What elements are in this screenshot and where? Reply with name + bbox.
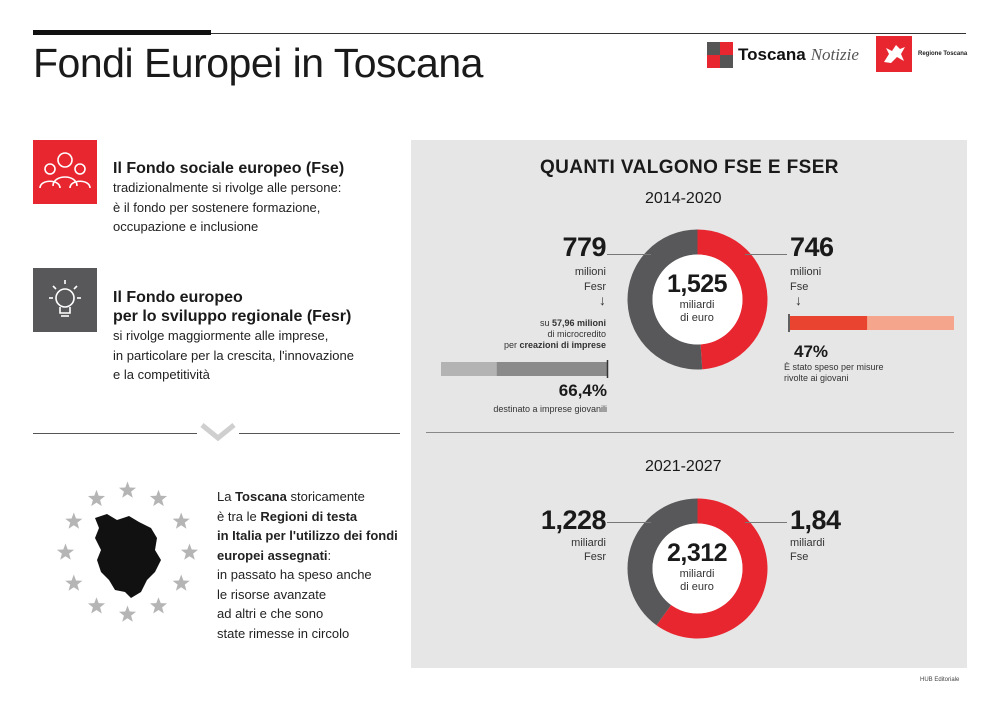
imprese-giovanili-label: destinato a imprese giovanili (493, 404, 607, 414)
fesr-line: e la competitività (113, 367, 210, 382)
header-accent-bar (33, 30, 211, 35)
misure-giovani-label: È stato speso per misure rivolte ai giovani (784, 362, 884, 383)
eu-stars-icon (55, 480, 200, 625)
microcredit-note: su 57,96 milioni di microcredito per creazioni di imprese (503, 318, 606, 350)
fse-label: Fse (790, 281, 809, 293)
tuscany-description: La Toscana storicamente è tra le Regioni di testa in Italia per l'utilizzo dei fondi europei assegnati: in passato ha speso anche le risorse avanzate ad altri e che sono state rimesse in circolo (217, 489, 398, 641)
people-icon (33, 140, 97, 204)
fse-label-2021: Fse (790, 551, 809, 563)
period-2014-2020: 2014-2020 (645, 190, 722, 207)
star-icon (65, 575, 82, 591)
donut2-center (647, 539, 747, 594)
fesr-description (113, 288, 354, 385)
connector-line (745, 254, 787, 255)
arrow-down-icon: ↓ (599, 292, 606, 308)
misure-giovani-pct: 47% (794, 342, 829, 361)
donut2-unit: miliardi (679, 568, 715, 580)
arrow-down-icon: ↓ (795, 292, 802, 308)
bar-left-fill (497, 362, 607, 376)
fesr-value: 779 (562, 232, 606, 262)
fesr-line: in particolare per la crescita, l'innovazione (113, 347, 354, 363)
fse-line: è il fondo per sostenere formazione, (113, 199, 321, 215)
fse-unit: milioni (790, 266, 822, 278)
fse-unit-2021: miliardi (790, 537, 825, 549)
donut2-unit: di euro (680, 581, 714, 593)
toscana-notizie-mark-icon (707, 42, 733, 68)
regione-toscana-label: Regione Toscana (918, 51, 968, 57)
star-icon (57, 544, 74, 560)
fesr-label: Fesr (584, 281, 606, 293)
chevron-down-icon (197, 421, 239, 443)
star-icon (173, 575, 190, 591)
fse-title: Il Fondo sociale europeo (Fse) (113, 160, 345, 177)
fse-value-2021: 1,84 (790, 505, 841, 535)
connector-line (607, 254, 651, 255)
tuscany-map-icon (95, 514, 161, 598)
imprese-giovanili-pct: 66,4% (558, 381, 607, 400)
connector-line (745, 522, 787, 523)
star-icon (150, 490, 167, 506)
connector-line (607, 522, 651, 523)
fesr-unit-2021: miliardi (571, 537, 606, 549)
fesr-title-line: Il Fondo europeo (113, 289, 243, 306)
fesr-unit: milioni (574, 266, 606, 278)
bar-right-fill (790, 316, 867, 330)
fesr-label-2021: Fesr (584, 551, 606, 563)
regione-toscana-logo (876, 36, 967, 72)
star-icon (150, 597, 167, 613)
pegasus-icon (876, 36, 912, 72)
fse-value: 746 (790, 232, 834, 262)
tuscany-bold: Toscana (235, 489, 287, 504)
star-icon (88, 597, 105, 613)
header-rule (211, 33, 966, 34)
period-2021-2027: 2021-2027 (645, 458, 722, 475)
panel-divider (426, 432, 954, 433)
panel-title: QUANTI VALGONO FSE E FSER (540, 157, 839, 178)
tuscany-eu-stars-illustration (55, 480, 200, 625)
fesr-title-line: per lo sviluppo regionale (Fesr) (113, 308, 352, 325)
logo-word-notizie: Notizie (810, 45, 859, 64)
donut1-unit: miliardi (679, 299, 715, 311)
donut1-center (647, 270, 747, 325)
star-icon (119, 606, 136, 622)
fesr-value-2021: 1,228 (540, 505, 606, 535)
page-title: Fondi Europei in Toscana (33, 40, 483, 86)
lightbulb-icon (33, 268, 97, 332)
fse-description (113, 159, 344, 237)
star-icon (181, 544, 198, 560)
star-icon (119, 482, 136, 498)
fse-line: tradizionalmente si rivolge alle persone: (113, 180, 342, 195)
logo-word-toscana: Toscana (738, 45, 806, 64)
star-icon (88, 490, 105, 506)
fesr-line: si rivolge maggiormente alle imprese, (113, 328, 329, 343)
donut2-total: 2,312 (666, 539, 728, 567)
bar-misure-giovani (788, 314, 954, 332)
credit-label: HUB Editoriale (920, 677, 960, 683)
bar-imprese-giovanili (441, 360, 609, 378)
donut1-total: 1,525 (666, 270, 728, 298)
regions-bold: Regioni di testa (260, 508, 358, 524)
star-icon (173, 513, 190, 529)
donut1-unit: di euro (680, 312, 714, 324)
fse-line: occupazione e inclusione (113, 219, 259, 234)
star-icon (65, 513, 82, 529)
toscana-notizie-logo (707, 42, 859, 68)
